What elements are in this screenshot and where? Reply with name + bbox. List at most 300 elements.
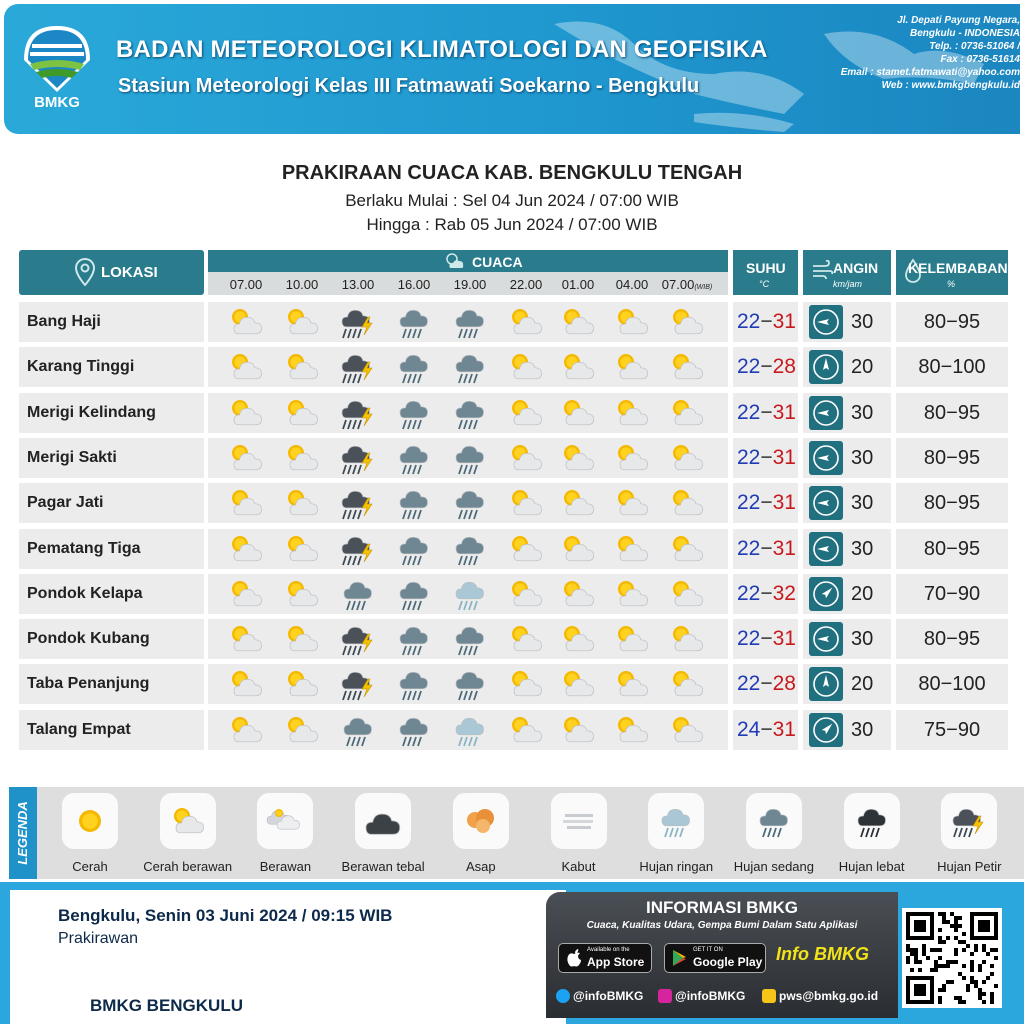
twitter-link[interactable] (556, 989, 643, 1003)
temp-max: 28 (772, 355, 796, 379)
location-pin-icon (75, 258, 95, 286)
temp-min: 22 (737, 310, 761, 333)
weather-cell (208, 710, 728, 750)
temp-min: 22 (737, 536, 761, 560)
wind-direction-icon (809, 667, 843, 701)
temp-max: 32 (772, 581, 796, 605)
contact-line: Email : stamet.fatmawati@yahoo.com (840, 67, 1020, 78)
cerah-berawan-icon (558, 667, 598, 701)
cerah-berawan-icon (612, 667, 652, 701)
column-label-weather: CUACA (472, 254, 523, 270)
wind-cell (803, 438, 891, 478)
weather-cell (208, 574, 728, 614)
temperature-cell (733, 438, 798, 478)
hujan-sedang-icon (394, 713, 434, 747)
temperature-range (737, 582, 796, 606)
location-name: Pagar Jati (27, 494, 104, 512)
table-row (19, 438, 1008, 478)
cerah-berawan-icon (558, 532, 598, 566)
wind-cell (803, 483, 891, 523)
location-cell (19, 710, 204, 750)
twitter-icon (556, 989, 570, 1003)
humidity-cell (896, 347, 1008, 387)
app-store-small: Available on the (587, 947, 630, 953)
cerah-berawan-icon (612, 713, 652, 747)
valid-from: Berlaku Mulai : Sel 04 Jun 2024 / 07:00 WIB (345, 191, 679, 210)
temperature-range (737, 355, 796, 379)
wind-cell (803, 347, 891, 387)
weather-cell (208, 347, 728, 387)
contact-line: Telp. : 0736-51064 / (929, 41, 1020, 52)
legend-item (41, 793, 139, 877)
hujan-petir-icon (338, 441, 378, 475)
temp-max: 31 (772, 717, 796, 741)
column-label-location: LOKASI (101, 264, 158, 281)
time-slot-label (550, 277, 606, 292)
hujan-ringan-icon (450, 577, 490, 611)
hujan-petir-icon (338, 667, 378, 701)
wind-direction-icon (809, 486, 843, 520)
legend-label: Cerah berawan (143, 859, 233, 874)
wind-cell (803, 529, 891, 569)
temperature-cell (733, 302, 798, 342)
contact-line: Web : www.bmkgbengkulu.id (881, 80, 1020, 91)
hujan-sedang-icon (450, 486, 490, 520)
temp-separator: − (760, 491, 773, 515)
location-cell (19, 347, 204, 387)
hujan-ringan-icon (450, 713, 490, 747)
weather-cell (208, 393, 728, 433)
temp-min: 22 (737, 400, 761, 424)
wind-cell (803, 664, 891, 704)
temperature-range (737, 491, 796, 515)
cerah-berawan-icon (506, 486, 546, 520)
hujan-sedang-icon (338, 577, 378, 611)
hujan-sedang-icon (450, 532, 490, 566)
cerah-berawan-icon (226, 396, 266, 430)
legend-item (627, 793, 725, 877)
temperature-cell (733, 664, 798, 704)
legend-item (530, 793, 628, 877)
cerah-berawan-icon (506, 713, 546, 747)
temp-min: 22 (737, 445, 761, 469)
cerah-berawan-icon (282, 305, 322, 339)
hujan-sedang-icon (746, 793, 802, 849)
cerah-berawan-icon (282, 577, 322, 611)
hujan-sedang-icon (394, 486, 434, 520)
temp-separator: − (760, 445, 773, 469)
time-slot-value: 01.00 (561, 277, 595, 292)
hujan-sedang-icon (394, 667, 434, 701)
station-name: Stasiun Meteorologi Kelas III Fatmawati Soekarno - Bengkulu (118, 75, 700, 97)
cerah-berawan-icon (558, 350, 598, 384)
legend-item (920, 793, 1018, 877)
cerah-berawan-icon (558, 577, 598, 611)
humidity-cell (896, 574, 1008, 614)
time-slot-value: 07.00 (661, 277, 695, 292)
wind-direction-icon (809, 622, 843, 656)
info-bmkg-panel (546, 892, 898, 1018)
cerah-berawan-icon (226, 622, 266, 656)
time-slot-value: 04.00 (615, 277, 649, 292)
table-row (19, 483, 1008, 523)
wind-speed: 30 (851, 401, 874, 424)
cerah-berawan-icon (282, 350, 322, 384)
temp-separator: − (760, 310, 773, 333)
temp-max: 31 (772, 627, 796, 651)
time-slot-label (330, 277, 386, 292)
hujan-sedang-icon (450, 305, 490, 339)
instagram-icon (658, 989, 672, 1003)
wind-cell (803, 574, 891, 614)
humidity-cell (896, 710, 1008, 750)
valid-to: Hingga : Rab 05 Jun 2024 / 07:00 WIB (366, 215, 658, 234)
hujan-sedang-icon (394, 577, 434, 611)
column-header-temperature (733, 250, 798, 295)
issued-datetime: Bengkulu, Senin 03 Juni 2024 / 09:15 WIB (58, 906, 393, 925)
cerah-berawan-icon (667, 486, 707, 520)
weather-cell (208, 483, 728, 523)
temp-max: 31 (772, 491, 796, 515)
wind-icon (811, 260, 833, 280)
temperature-cell (733, 529, 798, 569)
time-slot-value: 10.00 (285, 277, 319, 292)
weather-cell (208, 438, 728, 478)
cerah-berawan-icon (226, 441, 266, 475)
humidity-cell (896, 529, 1008, 569)
cerah-berawan-icon (506, 441, 546, 475)
cerah-berawan-icon (667, 577, 707, 611)
cerah-berawan-icon (506, 622, 546, 656)
bmkg-logo (22, 24, 92, 114)
cerah-berawan-icon (558, 486, 598, 520)
instagram-link[interactable] (658, 989, 745, 1003)
hujan-sedang-icon (394, 350, 434, 384)
column-label-temperature: SUHU (746, 260, 786, 276)
location-cell (19, 529, 204, 569)
location-cell (19, 664, 204, 704)
legend-item (432, 793, 530, 877)
table-row (19, 574, 1008, 614)
time-slot-label (274, 277, 330, 292)
hujan-sedang-icon (338, 713, 378, 747)
temp-separator: − (760, 717, 773, 741)
cerah-berawan-icon (667, 667, 707, 701)
temp-max: 31 (772, 310, 796, 333)
location-name: Taba Penanjung (27, 675, 150, 693)
cerah-berawan-icon (160, 793, 216, 849)
hujan-sedang-icon (450, 350, 490, 384)
hujan-sedang-icon (394, 305, 434, 339)
cerah-berawan-icon (282, 396, 322, 430)
cerah-berawan-icon (226, 486, 266, 520)
humidity-cell (896, 664, 1008, 704)
wind-speed: 30 (851, 446, 874, 469)
cerah-berawan-icon (612, 486, 652, 520)
cerah-berawan-icon (558, 713, 598, 747)
location-cell (19, 393, 204, 433)
temp-separator: − (760, 536, 773, 560)
hujan-petir-icon (338, 622, 378, 656)
temperature-cell (733, 483, 798, 523)
location-name: Karang Tinggi (27, 358, 135, 376)
humidity-unit: % (947, 279, 956, 289)
hujan-petir-icon (338, 486, 378, 520)
cerah-berawan-icon (612, 396, 652, 430)
cerah-berawan-icon (667, 713, 707, 747)
wind-speed: 30 (851, 537, 874, 560)
contact-line: Fax : 0736-51614 (940, 54, 1020, 65)
email-address: pws@bmkg.go.id (779, 989, 879, 1003)
time-slot-label (442, 277, 498, 292)
cerah-icon (62, 793, 118, 849)
wind-cell (803, 393, 891, 433)
organization-name: BADAN METEOROLOGI KLIMATOLOGI DAN GEOFISIKA (116, 36, 768, 63)
wind-cell (803, 710, 891, 750)
column-label-wind: ANGIN (833, 260, 879, 276)
info-subtitle: Cuaca, Kualitas Udara, Gempa Bumi Dalam Satu Aplikasi (586, 920, 858, 931)
table-row (19, 529, 1008, 569)
hujan-sedang-icon (394, 532, 434, 566)
location-name: Pondok Kubang (27, 630, 150, 648)
temperature-cell (733, 619, 798, 659)
cerah-berawan-icon (612, 532, 652, 566)
cerah-berawan-icon (612, 350, 652, 384)
temperature-range (737, 537, 796, 561)
table-row (19, 393, 1008, 433)
instagram-handle: @infoBMKG (675, 989, 746, 1003)
wind-direction-icon (809, 713, 843, 747)
berawan-icon (257, 793, 313, 849)
location-name: Pondok Kelapa (27, 584, 143, 602)
wind-speed: 30 (851, 718, 874, 741)
temperature-unit: °C (759, 279, 770, 289)
legend-label: Asap (465, 859, 496, 874)
temperature-cell (733, 574, 798, 614)
hujan-sedang-icon (394, 441, 434, 475)
cerah-berawan-icon (612, 622, 652, 656)
hujan-ringan-icon (648, 793, 704, 849)
column-label-humidity: KELEMBABAN (908, 260, 1008, 276)
column-header-location (19, 250, 204, 295)
column-header-humidity (896, 250, 1008, 295)
qr-code[interactable] (902, 908, 1002, 1008)
weather-cell (208, 664, 728, 704)
time-slot-value: 16.00 (397, 277, 431, 292)
cerah-berawan-icon (558, 305, 598, 339)
wind-cell (803, 302, 891, 342)
legend-item (823, 793, 921, 877)
weather-cell (208, 302, 728, 342)
humidity-range: 75−90 (923, 718, 981, 741)
wind-cell (803, 619, 891, 659)
wind-direction-icon (809, 350, 843, 384)
column-header-weather (208, 250, 728, 272)
wind-unit: km/jam (833, 279, 862, 289)
berawan-tebal-icon (355, 793, 411, 849)
hujan-sedang-icon (394, 396, 434, 430)
temperature-range (737, 401, 796, 425)
legend-label: Cerah (72, 859, 108, 874)
contact-line: Bengkulu - INDONESIA (909, 28, 1020, 39)
temp-max: 28 (772, 672, 796, 696)
time-slot-label (659, 277, 715, 292)
cerah-berawan-icon (612, 577, 652, 611)
hujan-petir-icon (338, 532, 378, 566)
table-row (19, 710, 1008, 750)
humidity-range: 80−95 (923, 537, 981, 560)
cerah-berawan-icon (226, 713, 266, 747)
cerah-berawan-icon (282, 486, 322, 520)
legend-tab (9, 787, 37, 879)
email-link[interactable] (762, 989, 878, 1003)
legend-title: LEGENDA (15, 801, 30, 865)
temperature-range (737, 672, 796, 696)
temperature-cell (733, 710, 798, 750)
kabut-icon (551, 793, 607, 849)
cerah-berawan-icon (558, 396, 598, 430)
cerah-berawan-icon (226, 532, 266, 566)
hujan-sedang-icon (450, 396, 490, 430)
bmkg-logo-text: BMKG (34, 94, 80, 111)
wind-direction-icon (809, 532, 843, 566)
temp-separator: − (760, 355, 773, 379)
weather-cell (208, 529, 728, 569)
humidity-range: 80−95 (923, 311, 981, 333)
app-store-label: App Store (587, 955, 645, 969)
time-slot-label (386, 277, 442, 292)
cerah-berawan-icon (612, 441, 652, 475)
humidity-cell (896, 483, 1008, 523)
location-name: Pematang Tiga (27, 539, 141, 557)
hujan-sedang-icon (450, 441, 490, 475)
cerah-berawan-icon (667, 396, 707, 430)
legend-label: Hujan sedang (733, 859, 814, 874)
hujan-petir-icon (338, 305, 378, 339)
time-slot-value: 07.00 (229, 277, 263, 292)
humidity-cell (896, 393, 1008, 433)
cerah-berawan-icon (282, 532, 322, 566)
wind-speed: 20 (851, 673, 874, 696)
table-row (19, 347, 1008, 387)
cerah-berawan-icon (667, 532, 707, 566)
time-slot-label (498, 277, 554, 292)
time-slot-value: 13.00 (341, 277, 375, 292)
page-title: PRAKIRAAN CUACA KAB. BENGKULU TENGAH (281, 162, 743, 184)
cerah-berawan-icon (506, 667, 546, 701)
location-cell (19, 438, 204, 478)
temperature-range (737, 627, 796, 651)
temp-max: 31 (772, 445, 796, 469)
cerah-berawan-icon (506, 577, 546, 611)
wind-speed: 30 (851, 311, 874, 333)
google-play-icon (671, 949, 689, 967)
hujan-sedang-icon (450, 622, 490, 656)
legend-label: Hujan Petir (937, 859, 1002, 874)
email-icon (762, 989, 776, 1003)
temperature-cell (733, 393, 798, 433)
cerah-berawan-icon (282, 622, 322, 656)
temp-max: 31 (772, 400, 796, 424)
table-row (19, 619, 1008, 659)
time-slot-header (208, 272, 728, 295)
cerah-berawan-icon (506, 532, 546, 566)
temperature-cell (733, 347, 798, 387)
humidity-range: 80−95 (923, 628, 981, 651)
cerah-berawan-icon (282, 441, 322, 475)
temp-min: 24 (737, 717, 761, 741)
cerah-berawan-icon (506, 350, 546, 384)
google-play-small: GET IT ON (693, 947, 723, 953)
legend-item (725, 793, 823, 877)
office-name: BMKG BENGKULU (90, 996, 243, 1015)
legend-label: Hujan lebat (838, 859, 905, 874)
cerah-berawan-icon (667, 305, 707, 339)
info-title: INFORMASI BMKG (645, 898, 799, 917)
cerah-berawan-icon (612, 305, 652, 339)
legend-item (236, 793, 334, 877)
cerah-berawan-icon (667, 350, 707, 384)
wind-direction-icon (809, 396, 843, 430)
twitter-handle: @infoBMKG (573, 989, 644, 1003)
location-name: Bang Haji (27, 313, 101, 330)
legend-label: Berawan tebal (341, 859, 425, 874)
cerah-berawan-icon (226, 577, 266, 611)
legend-item (139, 793, 237, 877)
asap-icon (453, 793, 509, 849)
wind-direction-icon (809, 441, 843, 475)
cerah-berawan-icon (506, 396, 546, 430)
cerah-berawan-icon (282, 713, 322, 747)
cerah-berawan-icon (558, 622, 598, 656)
forecaster-label: Prakirawan (58, 930, 139, 947)
google-play-badge[interactable] (664, 943, 766, 973)
weather-cell (208, 619, 728, 659)
temp-max: 31 (772, 536, 796, 560)
app-store-badge[interactable] (558, 943, 652, 973)
time-slot-value: 19.00 (453, 277, 487, 292)
temp-min: 22 (737, 672, 761, 696)
humidity-range: 80−100 (918, 356, 986, 379)
wind-direction-icon (809, 577, 843, 611)
info-bmkg-app-name: Info BMKG (776, 944, 869, 964)
legend-label: Hujan ringan (639, 859, 714, 874)
wind-speed: 30 (851, 492, 874, 515)
temp-separator: − (760, 672, 773, 696)
table-row (19, 664, 1008, 704)
humidity-range: 80−95 (923, 401, 981, 424)
hujan-sedang-icon (394, 622, 434, 656)
cerah-berawan-icon (282, 667, 322, 701)
temperature-range (737, 718, 796, 742)
location-name: Merigi Sakti (27, 448, 117, 466)
cerah-berawan-icon (667, 622, 707, 656)
temp-separator: − (760, 581, 773, 605)
temp-min: 22 (737, 627, 761, 651)
apple-icon (566, 949, 582, 967)
cerah-berawan-icon (226, 667, 266, 701)
location-name: Talang Empat (27, 720, 131, 738)
cerah-berawan-icon (558, 441, 598, 475)
cerah-berawan-icon (226, 305, 266, 339)
humidity-cell (896, 619, 1008, 659)
cerah-berawan-icon (226, 350, 266, 384)
legend-item (334, 793, 432, 877)
cerah-berawan-icon (667, 441, 707, 475)
contact-info (804, 14, 1020, 92)
wind-speed: 30 (851, 628, 874, 651)
hujan-petir-icon (338, 396, 378, 430)
